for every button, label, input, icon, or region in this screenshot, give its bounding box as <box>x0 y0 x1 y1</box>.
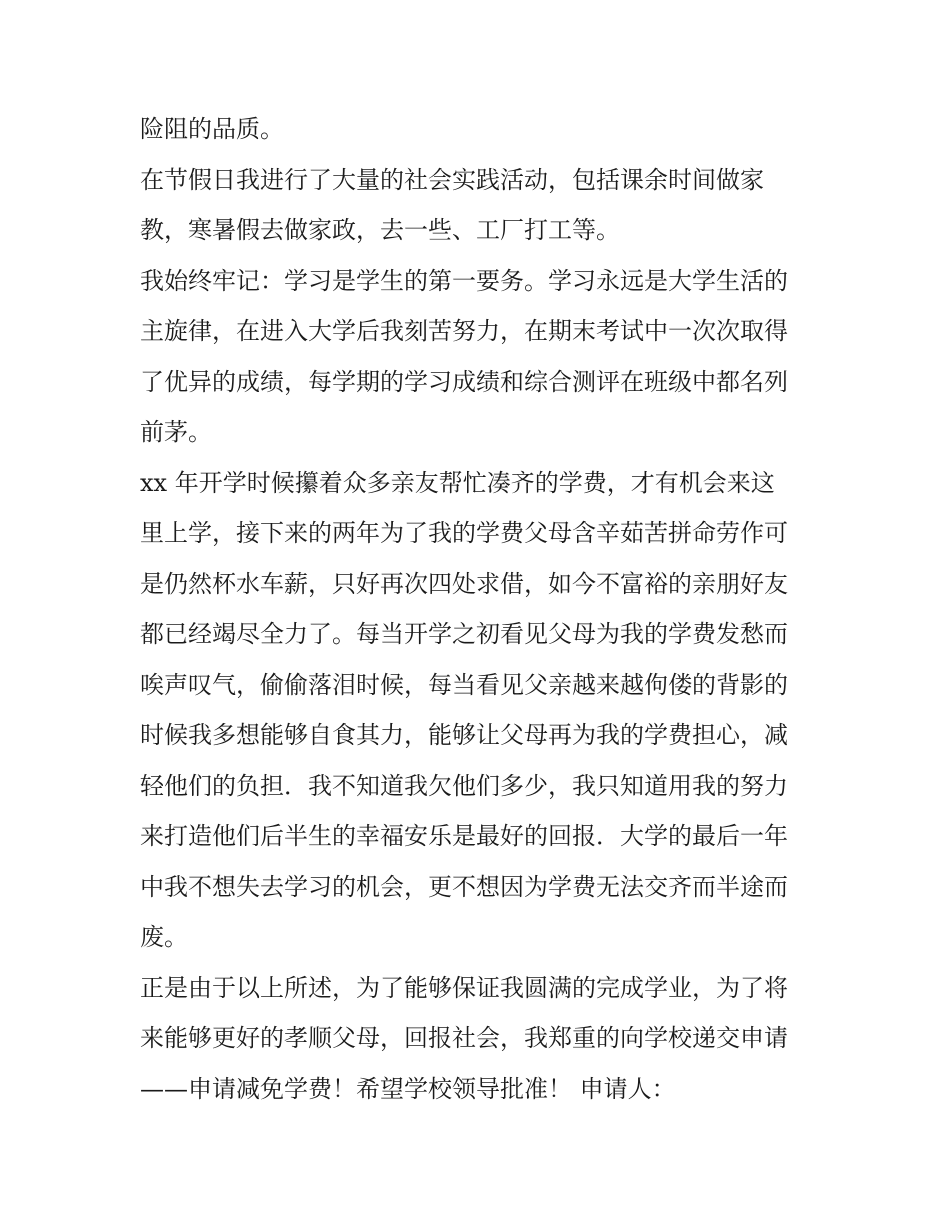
text-line: 了优异的成绩，每学期的学习成绩和综合测评在班级中都名列 <box>140 367 788 396</box>
text-line: 在节假日我进行了大量的社会实践活动，包括课余时间做家 <box>140 165 764 194</box>
text-line: xx 年开学时候攥着众多亲友帮忙凑齐的学费，才有机会来这 <box>140 468 775 497</box>
text-line: 中我不想失去学习的机会，更不想因为学费无法交齐而半途而 <box>140 872 788 901</box>
text-line: 时候我多想能够自食其力，能够让父母再为我的学费担心，减 <box>140 721 788 749</box>
text-line: 都已经竭尽全力了。每当开学之初看见父母为我的学费发愁而 <box>140 620 788 648</box>
text-line: 废。 <box>140 923 188 951</box>
text-line: 唉声叹气，偷偷落泪时候，每当看见父亲越来越佝偻的背影的 <box>140 670 788 699</box>
text-line: 正是由于以上所述，为了能够保证我圆满的完成学业，为了将 <box>140 973 788 1002</box>
text-line: 险阻的品质。 <box>140 115 284 143</box>
text-line: 里上学，接下来的两年为了我的学费父母含辛茹苦拼命劳作可 <box>140 519 788 547</box>
text-line: 教，寒暑假去做家政，去一些、工厂打工等。 <box>140 216 620 244</box>
document-body <box>140 104 820 1114</box>
text-line: 来打造他们后半生的幸福安乐是最好的回报．大学的最后一年 <box>140 822 788 850</box>
text-line: 来能够更好的孝顺父母，回报社会，我郑重的向学校递交申请 <box>140 1024 788 1052</box>
text-line: 我始终牢记：学习是学生的第一要务。学习永远是大学生活的 <box>140 266 788 295</box>
text-line: 主旋律，在进入大学后我刻苦努力，在期末考试中一次次取得 <box>140 317 788 345</box>
text-line: 是仍然杯水车薪，只好再次四处求借，如今不富裕的亲朋好友 <box>140 569 788 598</box>
text-line: ——申请减免学费！希望学校领导批准！ 申请人： <box>140 1074 676 1103</box>
text-line: 前茅。 <box>140 418 212 446</box>
text-line: 轻他们的负担．我不知道我欠他们多少，我只知道用我的努力 <box>140 771 788 800</box>
